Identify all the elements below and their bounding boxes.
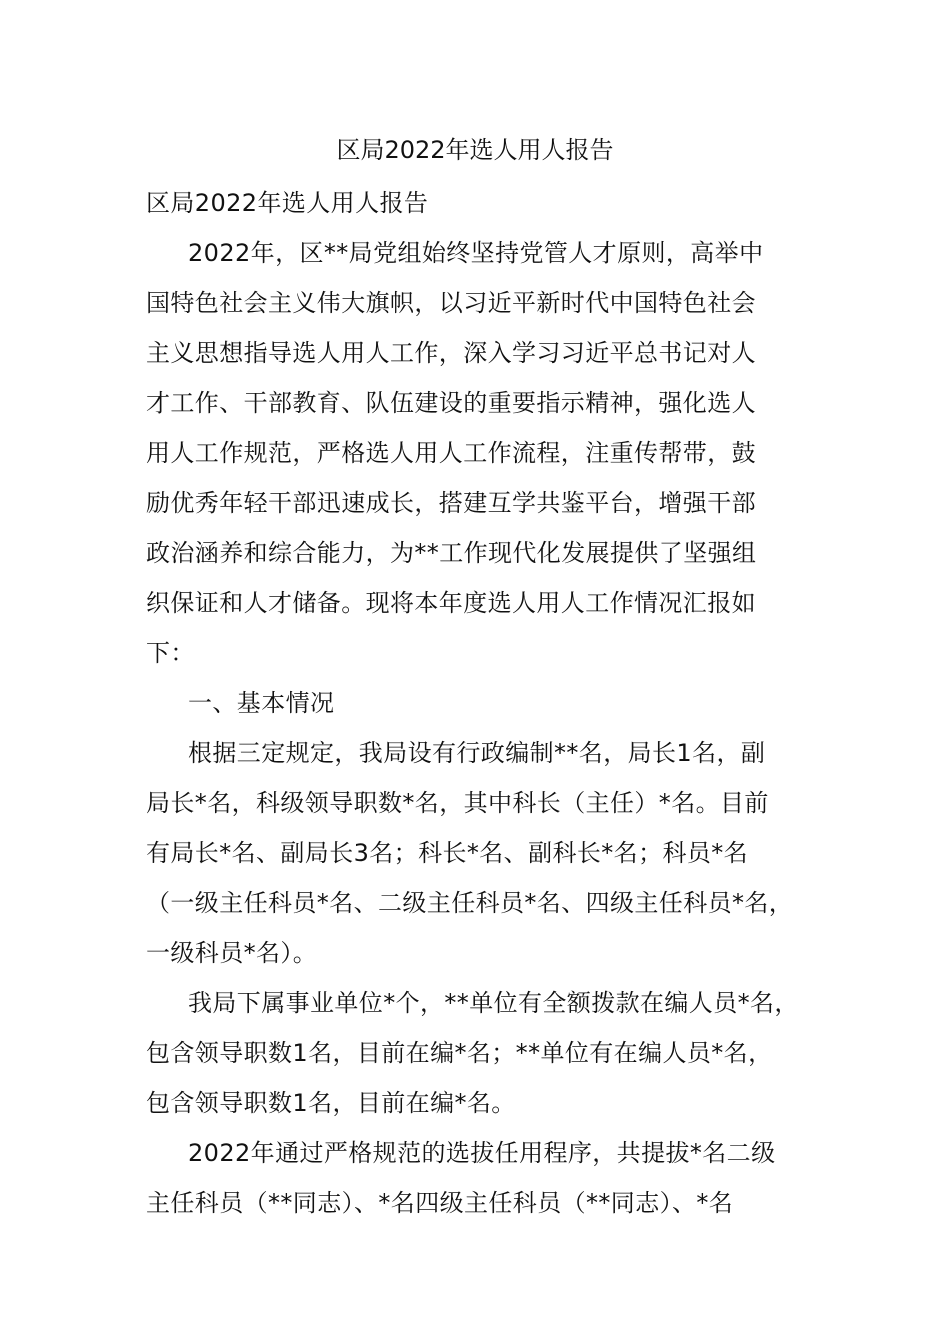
paragraph-line: 下： — [146, 639, 195, 667]
document-title: 区局2022年选人用人报告 — [336, 136, 614, 164]
paragraph-line: 包含领导职数1名，目前在编*名；**单位有在编人员*名， — [146, 1039, 773, 1067]
paragraph-line: （一级主任科员*名、二级主任科员*名、四级主任科员*名， — [146, 889, 794, 917]
paragraph-line: 主任科员（**同志）、*名四级主任科员（**同志）、*名 — [146, 1189, 734, 1217]
paragraph-line: 才工作、干部教育、队伍建设的重要指示精神，强化选人 — [146, 389, 756, 417]
document-body — [146, 178, 816, 1228]
paragraph-line: 包含领导职数1名，目前在编*名。 — [146, 1089, 516, 1117]
paragraph-line: 政治涵养和综合能力，为**工作现代化发展提供了坚强组 — [146, 539, 757, 567]
section-heading: 一、基本情况 — [188, 689, 335, 717]
paragraph-line: 织保证和人才储备。现将本年度选人用人工作情况汇报如 — [146, 589, 756, 617]
paragraph-line: 2022年通过严格规范的选拔任用程序，共提拔*名二级 — [188, 1139, 776, 1167]
paragraph-line: 2022年，区**局党组始终坚持党管人才原则，高举中 — [188, 239, 764, 267]
paragraph-line: 一级科员*名）。 — [146, 939, 318, 967]
paragraph-line: 国特色社会主义伟大旗帜，以习近平新时代中国特色社会 — [146, 289, 756, 317]
paragraph-line: 我局下属事业单位*个，**单位有全额拨款在编人员*名， — [188, 989, 799, 1017]
paragraph-line: 用人工作规范，严格选人用人工作流程，注重传帮带，鼓 — [146, 439, 756, 467]
paragraph-line: 励优秀年轻干部迅速成长，搭建互学共鉴平台，增强干部 — [146, 489, 756, 517]
paragraph-line: 局长*名，科级领导职数*名，其中科长（主任）*名。目前 — [146, 789, 769, 817]
subtitle-line: 区局2022年选人用人报告 — [146, 189, 429, 217]
paragraph-line: 主义思想指导选人用人工作，深入学习习近平总书记对人 — [146, 339, 756, 367]
paragraph-line: 有局长*名、副局长3名；科长*名、副科长*名；科员*名 — [146, 839, 749, 867]
paragraph-line: 根据三定规定，我局设有行政编制**名，局长1名，副 — [188, 739, 766, 767]
